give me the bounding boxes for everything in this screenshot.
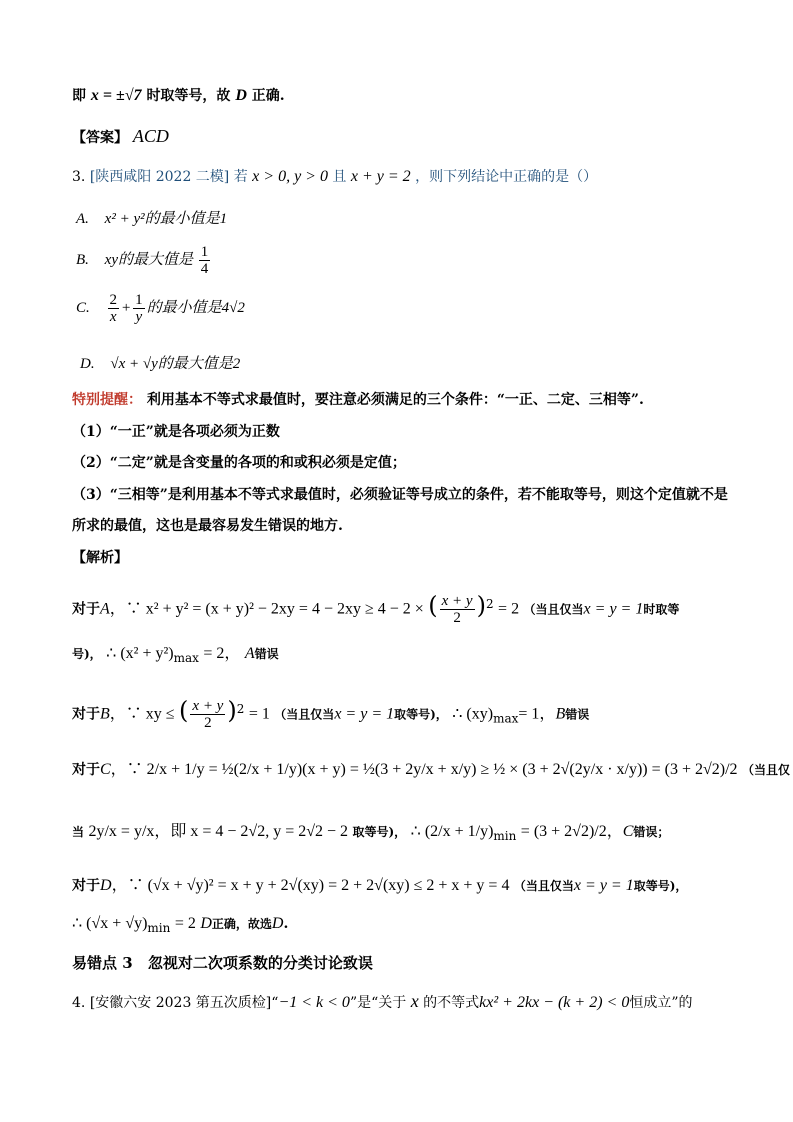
option-d bbox=[80, 352, 240, 373]
tip-point-3-cont: 所求的最值，这也是最容易发生错误的地方. bbox=[72, 518, 343, 534]
math-expr: = (3 + 2√2)/2， bbox=[520, 823, 623, 840]
math-letter: D bbox=[200, 915, 212, 932]
text: 对于 bbox=[72, 762, 100, 778]
text: 且 bbox=[332, 169, 347, 185]
solution-d-line-1 bbox=[72, 874, 733, 898]
tip-body: 利用基本不等式求最值时，要注意必须满足的三个条件：“一正、二定、三相等”. bbox=[146, 392, 644, 408]
question-number: 4. bbox=[72, 995, 86, 1011]
fraction bbox=[199, 244, 211, 277]
question-3-stem bbox=[72, 165, 733, 189]
fraction bbox=[108, 292, 120, 325]
fraction: $\frac{x + y}{2}$ bbox=[192, 698, 224, 732]
question-4-stem bbox=[72, 989, 733, 1015]
option-text: √x + √y的最大值是2 bbox=[110, 356, 241, 372]
question-number: 3. bbox=[72, 169, 86, 185]
denominator: x bbox=[109, 309, 117, 325]
question-source: [陕西咸阳 2022 二模] bbox=[89, 169, 230, 185]
subscript: min bbox=[493, 828, 517, 843]
text: 正确. bbox=[251, 88, 285, 104]
answer-line bbox=[72, 124, 733, 150]
text: 即 bbox=[72, 88, 86, 104]
subscript: max bbox=[493, 711, 519, 726]
numerator: 1 bbox=[200, 244, 209, 260]
note: 取等号)， bbox=[633, 879, 688, 893]
math-expr: ，∵ (√x + √y)² = x + y + 2√(xy) = 2 + 2√(xy) ≤ 2 + x + y = 4 bbox=[111, 877, 510, 894]
solution-a-line-2 bbox=[72, 642, 733, 670]
math-expr: = 1 bbox=[248, 705, 270, 723]
text: 对于 bbox=[72, 706, 100, 723]
math-letter: B bbox=[555, 705, 566, 723]
math-expr: = 2， bbox=[203, 645, 241, 662]
math-letter: A bbox=[100, 600, 110, 618]
subscript: max bbox=[173, 650, 199, 665]
math-expr: ，∵ x² + y² = (x + y)² − 2xy = 4 − 2xy ≥ 4 − 2 × bbox=[109, 600, 424, 618]
option-label: C. bbox=[76, 299, 90, 316]
tip-point-2: （2）“二定”就是含变量的各项的和或积必须是定值； bbox=[72, 455, 406, 471]
text: 的不等式 bbox=[423, 995, 480, 1011]
math-expr: x = y = 1 bbox=[334, 705, 395, 723]
option-label: D. bbox=[80, 356, 95, 372]
math-expr: x = y = 1 bbox=[573, 877, 634, 894]
option-text: xy的最大值是 bbox=[104, 251, 193, 268]
text: ”是“关于 bbox=[349, 995, 407, 1011]
fraction: $\frac{x + y}{2}$ bbox=[441, 593, 473, 627]
solution-a-line-1: 对于A，∵ x² + y² = (x + y)² − 2xy = 4 − 2xy ≥ 4 − 2 × ( $\frac{x + y}{2}$ )$^2$ = 2 （当且仅当x = y = 1时取等 bbox=[72, 591, 680, 627]
denominator: 4 bbox=[200, 261, 209, 277]
math-expr: ∴ (√x + √y) bbox=[72, 915, 148, 932]
math-letter: C bbox=[100, 761, 111, 778]
note: 错误 bbox=[565, 707, 590, 722]
answer-label: 【答案】 bbox=[72, 130, 128, 146]
option-c: C. $\frac{2}{x}$ + $\frac{1}{y}$ 的最小值是4√2 bbox=[76, 292, 245, 325]
solution-d-line-2 bbox=[72, 912, 733, 940]
math-expr: x + y = 2 bbox=[350, 168, 411, 185]
option-label: B. bbox=[76, 251, 89, 268]
math-expr: ，∵ 2/x + 1/y = ½(2/x + 1/y)(x + y) = ½(3 + 2y/x + x/y) ≥ ½ × (3 + 2√(2y/x · x/y)) = (3 + 2√2)/2 bbox=[110, 761, 738, 778]
text: 对于 bbox=[72, 878, 100, 894]
solution-c-line-2 bbox=[72, 820, 733, 848]
fraction bbox=[133, 292, 145, 325]
math-expr: = 2 bbox=[498, 600, 520, 618]
math-expr: −1 < k < 0 bbox=[278, 994, 350, 1011]
math-letter: D bbox=[271, 915, 284, 932]
option-text: x² + y²的最小值是1 bbox=[104, 211, 228, 227]
option-label: A. bbox=[76, 211, 89, 227]
text: 恒成立”的 bbox=[629, 995, 693, 1011]
math-expr: = 2 bbox=[174, 915, 196, 932]
denominator: y bbox=[135, 309, 143, 325]
math-letter: x bbox=[410, 991, 419, 1011]
subscript: min bbox=[147, 920, 171, 935]
tip-title: 特别提醒： bbox=[72, 392, 142, 408]
section-heading bbox=[72, 951, 733, 975]
math-expr: x = y = 1 bbox=[583, 600, 644, 618]
section-title: 忽视对二次项系数的分类讨论致误 bbox=[147, 954, 373, 972]
note: （当且仅当 bbox=[523, 602, 584, 617]
numerator: 1 bbox=[135, 292, 143, 308]
text: ，则下列结论中正确的是（） bbox=[415, 169, 598, 185]
math-expr: = 1， bbox=[518, 705, 556, 723]
answer-value: ACD bbox=[132, 126, 169, 146]
note: （当且仅当 bbox=[274, 707, 335, 722]
math-expr: ∴ (2/x + 1/y) bbox=[410, 823, 494, 840]
tip-line bbox=[72, 388, 733, 412]
numerator: 2 bbox=[109, 292, 118, 308]
note: （当且仅 bbox=[742, 763, 791, 777]
text: 对于 bbox=[72, 601, 100, 618]
note: 取等号)， bbox=[352, 825, 407, 839]
tip-point-3: （3）“三相等”是利用基本不等式求最值时，必须验证等号成立的条件，若不能取等号，则这个定值就不是 bbox=[72, 487, 728, 503]
text: 时取等号，故 bbox=[146, 88, 231, 104]
note: 正确，故选 bbox=[211, 917, 272, 931]
math-expr: x = ±√7 bbox=[90, 87, 142, 104]
math-expr: ，∵ xy ≤ bbox=[109, 705, 175, 723]
math-letter: B bbox=[100, 705, 110, 723]
math-expr: 2y/x = y/x，即 x = 4 − 2√2, y = 2√2 − 2 bbox=[88, 823, 349, 840]
math-letter: D bbox=[235, 87, 247, 104]
math-expr: ∴ (xy) bbox=[452, 705, 494, 723]
analysis-label: 【解析】 bbox=[72, 550, 128, 566]
text: “ bbox=[271, 995, 279, 1011]
note: 当 bbox=[72, 825, 85, 839]
note: （当且仅当 bbox=[513, 879, 574, 893]
note: 错误 bbox=[254, 647, 279, 661]
math-expr: kx² + 2kx − (k + 2) < 0 bbox=[479, 994, 630, 1011]
text: 若 bbox=[233, 169, 248, 185]
math-letter: A bbox=[244, 645, 255, 662]
note: 时取等 bbox=[643, 602, 680, 617]
tip-point-1: （1）“一正”就是各项必须为正数 bbox=[72, 424, 280, 440]
option-text: 的最小值是4√2 bbox=[146, 299, 245, 316]
section-label: 易错点 3 bbox=[72, 954, 133, 972]
note: 号)， bbox=[72, 647, 102, 661]
math-expr: x > 0, y > 0 bbox=[252, 168, 328, 185]
text: . bbox=[283, 916, 289, 932]
note: 取等号)， bbox=[394, 707, 448, 722]
solution-b-line: 对于B，∵ xy ≤ ( $\frac{x + y}{2}$ )$^2$ = 1 （当且仅当x = y = 1取等号)， ∴ $(xy)_{max}= 1$，B错误 bbox=[72, 696, 590, 732]
note: 错误； bbox=[633, 825, 670, 839]
previous-solution-line bbox=[72, 84, 733, 108]
math-letter: C bbox=[622, 823, 634, 840]
math-letter: D bbox=[100, 877, 112, 894]
option-a bbox=[76, 207, 227, 228]
option-b bbox=[76, 244, 212, 277]
question-source: [安徽六安 2023 第五次质检] bbox=[89, 995, 272, 1011]
solution-c-line-1 bbox=[72, 758, 791, 782]
math-expr: ∴ (x² + y²) bbox=[106, 645, 174, 662]
